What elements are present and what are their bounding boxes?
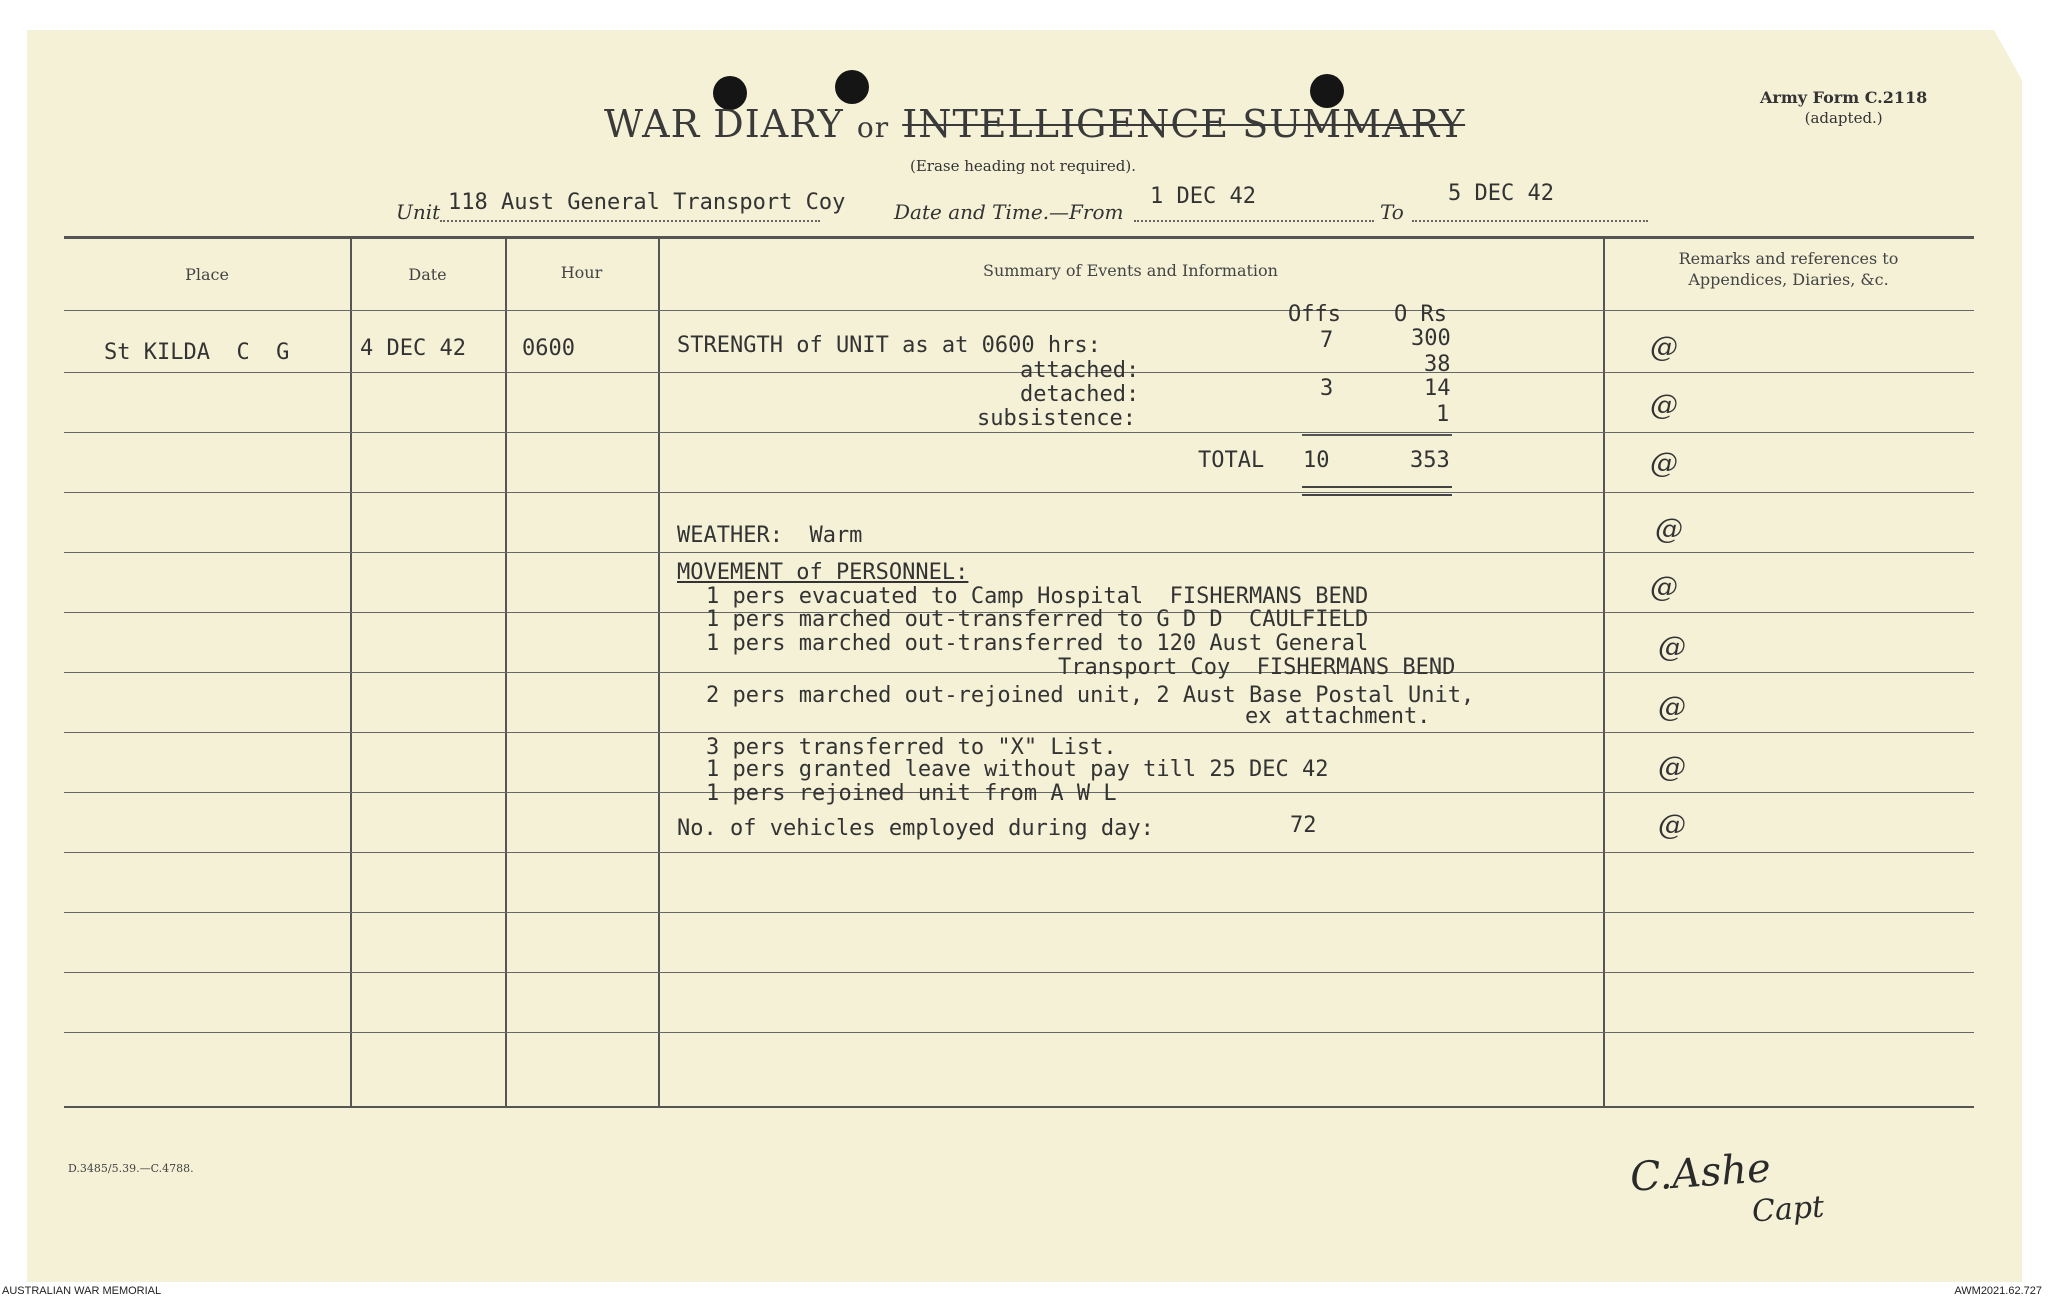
title-war-diary: WAR DIARY: [604, 102, 844, 146]
strength-offs: 7: [1320, 328, 1334, 353]
title-or: or: [856, 111, 890, 144]
ruled-line: [64, 372, 1974, 373]
form-number: D.3485/5.39.—C.4788.: [68, 1162, 194, 1175]
ruled-line: [64, 732, 1974, 733]
entry-date: 4 DEC 42: [360, 336, 466, 361]
remark-tick-mark: @: [1658, 750, 1686, 783]
remark-tick-mark: @: [1658, 808, 1686, 841]
remarks-line-1: Remarks and references to: [1678, 249, 1899, 268]
attached-label: attached:: [1020, 358, 1140, 383]
vehicles-value: 72: [1290, 813, 1317, 838]
date-label: Date and Time.—From: [894, 200, 1124, 224]
punch-hole: [835, 70, 869, 104]
col-head-summary: Summary of Events and Information: [983, 261, 1278, 280]
strength-label: STRENGTH of UNIT as at 0600 hrs:: [677, 333, 1101, 358]
subsistence-label: subsistence:: [977, 406, 1136, 431]
unit-label: Unit: [396, 200, 441, 224]
army-form-label: [1760, 88, 1927, 128]
table-bottom-rule: [64, 1106, 1974, 1108]
army-form-number: Army Form C.2118: [1760, 88, 1928, 107]
ruled-line: [64, 672, 1974, 673]
total-double-rule: [1302, 486, 1452, 496]
unit-dotline: [440, 220, 820, 222]
erase-note: (Erase heading not required).: [910, 157, 1137, 175]
ruled-line: [64, 912, 1974, 913]
movement-line: Transport Coy FISHERMANS BEND: [1058, 655, 1456, 680]
col-divider: [505, 236, 507, 1106]
ruled-line: [64, 310, 1974, 311]
ruled-line: [64, 1032, 1974, 1033]
detached-offs: 3: [1320, 376, 1334, 401]
vehicles-label: No. of vehicles employed during day:: [677, 816, 1154, 841]
movement-line: 1 pers granted leave without pay till 25 DEC 42: [706, 757, 1329, 782]
col-head-hour: Hour: [560, 263, 603, 282]
title-struck: INTELLIGENCE SUMMARY: [902, 102, 1466, 146]
detached-ors: 14: [1424, 376, 1451, 401]
from-value: 1 DEC 42: [1150, 184, 1256, 209]
col-divider: [350, 236, 352, 1106]
remark-tick-mark: @: [1650, 446, 1678, 479]
movement-line: 1 pers rejoined unit from A W L: [706, 781, 1117, 806]
handwritten-rank: Capt: [1750, 1189, 1826, 1230]
remark-tick-mark: @: [1655, 512, 1683, 545]
col-divider: [1603, 236, 1605, 1106]
col-head-remarks: [1603, 248, 1974, 290]
col-head-place: Place: [185, 265, 229, 284]
total-offs: 10: [1303, 448, 1330, 473]
ruled-line: [64, 852, 1974, 853]
strength-ors: 300: [1411, 326, 1451, 351]
handwritten-signature: C.Ashe: [1628, 1145, 1773, 1201]
total-rule: [1302, 434, 1452, 436]
col-divider: [658, 236, 660, 1106]
footer-accession: AWM2021.62.727: [1954, 1285, 2042, 1297]
ors-header: O Rs: [1394, 302, 1447, 327]
attached-ors: 38: [1424, 352, 1451, 377]
ruled-line: [64, 492, 1974, 493]
detached-label: detached:: [1020, 382, 1140, 407]
unit-value: 118 Aust General Transport Coy: [448, 190, 846, 215]
movement-heading: MOVEMENT of PERSONNEL:: [677, 560, 969, 585]
ruled-line: [64, 972, 1974, 973]
remarks-line-2: Appendices, Diaries, &c.: [1688, 270, 1889, 289]
page-title: [604, 102, 1465, 146]
to-dotline: [1412, 220, 1648, 222]
footer-archive: AUSTRALIAN WAR MEMORIAL: [2, 1285, 162, 1297]
remark-tick-mark: @: [1658, 630, 1686, 663]
total-label: TOTAL: [1198, 448, 1265, 473]
subsistence-ors: 1: [1436, 402, 1450, 427]
total-ors: 353: [1410, 448, 1450, 473]
movement-line: ex attachment.: [1245, 704, 1431, 729]
remark-tick-mark: @: [1650, 330, 1678, 363]
ruled-line: [64, 552, 1974, 553]
movement-line: 2 pers marched out-rejoined unit, 2 Aust Base Postal Unit,: [706, 683, 1475, 708]
movement-line: 1 pers marched out-transferred to 120 Aust General: [706, 631, 1369, 656]
movement-line: 1 pers marched out-transferred to G D D CAULFIELD: [706, 607, 1369, 632]
remark-tick-mark: @: [1650, 570, 1678, 603]
to-label: To: [1380, 200, 1404, 224]
army-form-sub: (adapted.): [1804, 109, 1883, 127]
entry-hour: 0600: [522, 336, 575, 361]
weather: WEATHER: Warm: [677, 523, 863, 548]
col-head-date: Date: [408, 265, 447, 284]
to-value: 5 DEC 42: [1448, 181, 1554, 206]
ruled-line: [64, 432, 1974, 433]
movement-line: 1 pers evacuated to Camp Hospital FISHERMANS BEND: [706, 584, 1369, 609]
from-dotline: [1134, 220, 1374, 222]
entry-place: St KILDA C G: [104, 340, 290, 365]
remark-tick-mark: @: [1650, 388, 1678, 421]
remark-tick-mark: @: [1658, 690, 1686, 723]
movement-line: 3 pers transferred to "X" List.: [706, 735, 1117, 760]
offs-header: Offs: [1288, 302, 1341, 327]
